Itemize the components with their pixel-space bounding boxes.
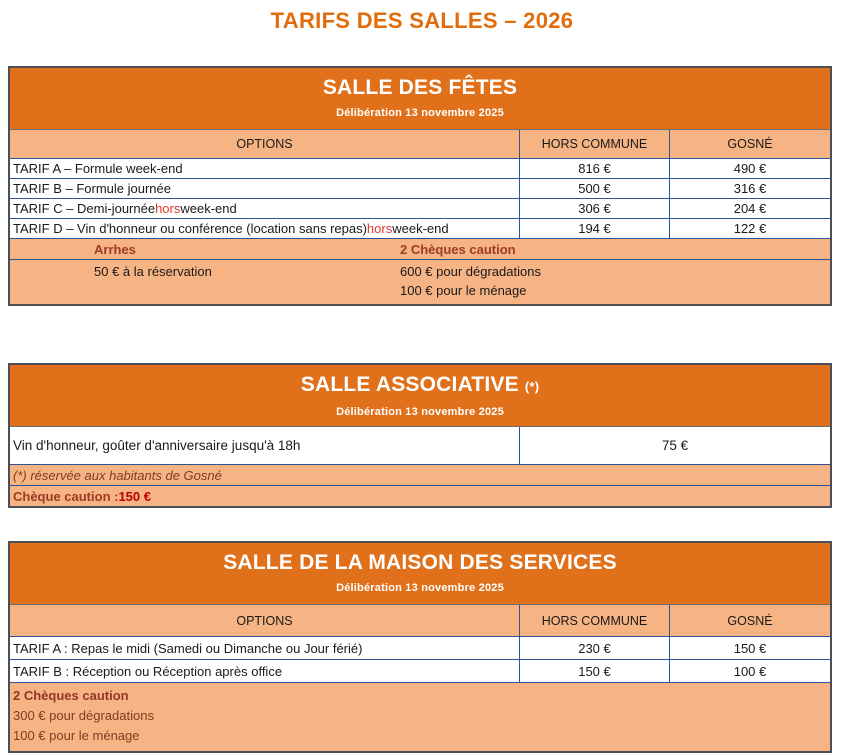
option-text-suffix: week-end [392, 221, 449, 236]
table-row [10, 179, 830, 199]
option-text: TARIF A – Formule week-end [13, 161, 183, 176]
table-row [10, 660, 830, 683]
option-label: TARIF B : Réception ou Réception après office [10, 660, 520, 682]
option-label [10, 179, 520, 198]
deliberation-date: Délibération 13 novembre 2025 [336, 406, 504, 418]
table-maison-des-services [8, 541, 832, 753]
table-header-band [10, 68, 830, 130]
table-row [10, 199, 830, 219]
caution-amount: 150 € [118, 488, 151, 504]
caution-menage: 100 € pour le ménage [400, 283, 527, 298]
table-title: SALLE DE LA MAISON DES SERVICES [223, 551, 617, 574]
column-header-hors-commune: HORS COMMUNE [520, 130, 670, 158]
price-hors-commune: 306 € [520, 199, 670, 218]
option-text: TARIF C – Demi-journée [13, 201, 156, 216]
column-header-gosne: GOSNÉ [727, 137, 773, 151]
price-gosne: 150 € [733, 640, 767, 656]
page-title: TARIFS DES SALLES – 2026 [270, 8, 574, 33]
option-label: Vin d'honneur, goûter d'anniversaire jusqu'à 18h [10, 427, 520, 464]
table-title: SALLE DES FÊTES [322, 76, 518, 99]
caution-menage: 100 € pour le ménage [13, 728, 140, 743]
table-row [10, 637, 830, 660]
option-text: TARIF B – Formule journée [13, 181, 171, 196]
price-value: 75 € [661, 438, 689, 453]
table-row [10, 219, 830, 239]
price-gosne: 204 € [733, 201, 767, 216]
option-text-red: hors [366, 221, 393, 236]
column-header-options: OPTIONS [10, 605, 520, 636]
table-title [10, 374, 830, 398]
caution-label: Chèque caution : [13, 488, 119, 504]
price-gosne: 122 € [733, 221, 767, 236]
footnote-row: (*) réservée aux habitants de Gosné [10, 465, 830, 486]
table-row [10, 159, 830, 179]
column-header-row [10, 605, 830, 637]
caution-degradations: 300 € pour dégradations [13, 708, 154, 723]
price-hors-commune: 816 € [520, 159, 670, 178]
price-gosne: 100 € [733, 663, 767, 679]
column-header-hors-commune: HORS COMMUNE [520, 605, 670, 636]
option-label [10, 159, 520, 178]
option-text: TARIF D – Vin d'honneur ou conférence (location sans repas) [13, 221, 367, 236]
price-gosne: 490 € [733, 161, 767, 176]
price-gosne: 316 € [733, 181, 767, 196]
column-header-options: OPTIONS [10, 130, 520, 158]
table-title-note: (*) [524, 379, 540, 394]
arrhes-value: 50 € à la réservation [94, 264, 212, 279]
cheques-caution-label: 2 Chèques caution [400, 241, 516, 257]
option-label: TARIF A : Repas le midi (Samedi ou Dimanche ou Jour férié) [10, 637, 520, 659]
caution-title: 2 Chèques caution [13, 688, 129, 703]
price-hors-commune: 194 € [520, 219, 670, 238]
table-row [10, 427, 830, 465]
option-label [10, 219, 520, 238]
caution-row [10, 486, 830, 506]
column-header-gosne: GOSNÉ [727, 613, 773, 628]
column-header-row [10, 130, 830, 159]
table-salle-associative [8, 363, 832, 508]
price-hors-commune: 500 € [520, 179, 670, 198]
price-hors-commune: 230 € [520, 637, 670, 659]
caution-block [10, 683, 830, 751]
option-label [10, 199, 520, 218]
option-text-suffix: week-end [180, 201, 237, 216]
cheques-caution-values [400, 262, 830, 300]
table-salle-des-fetes [8, 66, 832, 306]
caution-degradations: 600 € pour dégradations [400, 264, 541, 279]
deposit-header-row [10, 239, 830, 260]
deliberation-date: Délibération 13 novembre 2025 [336, 107, 504, 119]
table-header-band [10, 365, 830, 427]
table-header-band [10, 543, 830, 605]
deposit-values-row [10, 260, 830, 304]
table-title-text: SALLE ASSOCIATIVE [300, 373, 519, 396]
arrhes-label: Arrhes [94, 241, 136, 257]
deliberation-date: Délibération 13 novembre 2025 [336, 582, 504, 594]
price-hors-commune: 150 € [520, 660, 670, 682]
option-text-red: hors [155, 201, 181, 216]
